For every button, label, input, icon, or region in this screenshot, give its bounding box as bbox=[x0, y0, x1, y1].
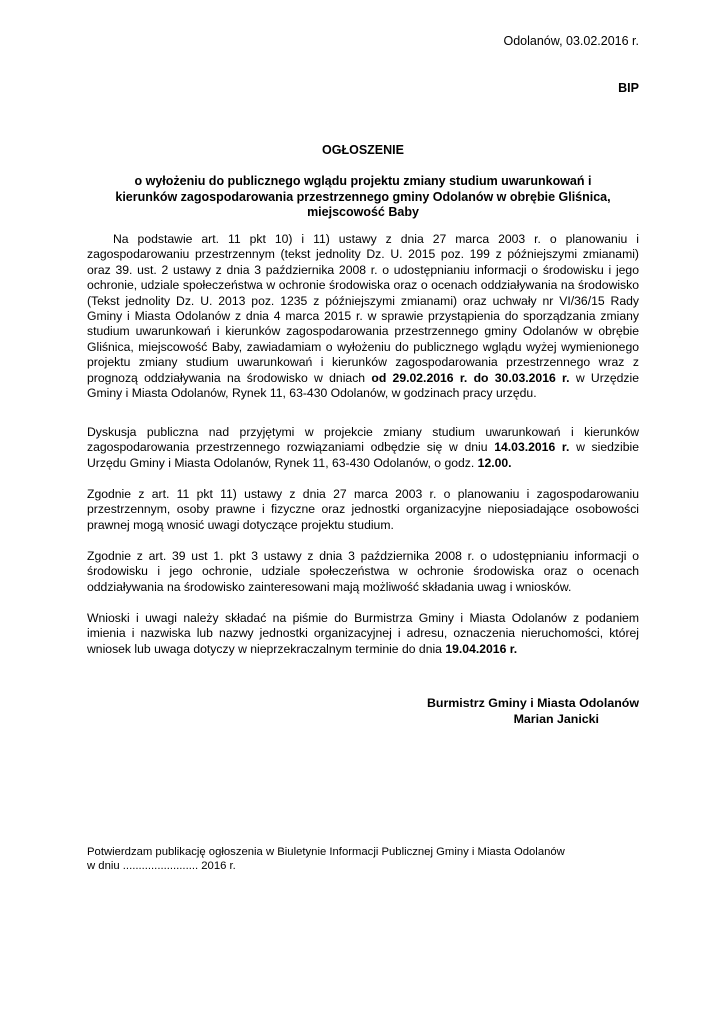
signature-office: Burmistrz Gminy i Miasta Odolanów bbox=[426, 696, 639, 710]
paragraph-legal-basis bbox=[87, 232, 639, 401]
discussion-time: 12.00. bbox=[477, 455, 512, 470]
paragraph-comments-art39: Zgodnie z art. 39 ust 1. pkt 3 ustawy z dnia 3 października 2008 r. o udostępnianiu informacji o środowisku i jego ochronie, udziale społeczeństwa w ochronie środowiska oraz o ocenach oddziaływania na środowisko zainteresowani mają możliwość składania uwag i wniosków. bbox=[87, 549, 639, 594]
discussion-date: 14.03.2016 r. bbox=[494, 440, 570, 455]
paragraph-text: w Urzędzie Gminy i Miasta Odolanów, Rynek 11, 63-430 Odolanów, w godzinach pracy urzędu. bbox=[87, 370, 639, 401]
paragraph-comments-art11: Zgodnie z art. 11 pkt 11) ustawy z dnia 27 marca 2003 r. o planowaniu i zagospodarowaniu przestrzennym, osoby prawne i fizyczne oraz jednostki organizacyjne nieposiadające osobowości prawnej mogą wnosić uwagi dotyczące projektu studium. bbox=[87, 487, 639, 532]
document-page bbox=[87, 0, 639, 1024]
subtitle-line: kierunków zagospodarowania przestrzennego gminy Odolanów w obrębie Gliśnica, bbox=[115, 189, 611, 204]
paragraph-submission bbox=[87, 611, 639, 657]
place-date: Odolanów, 03.02.2016 r. bbox=[503, 34, 639, 48]
exhibition-dates: od 29.02.2016 r. do 30.03.2016 r. bbox=[371, 370, 570, 385]
bip-label: BIP bbox=[618, 81, 639, 95]
paragraph-text: Na podstawie art. 11 pkt 10) i 11) ustawy z dnia 27 marca 2003 r. o planowaniu i zagospodarowaniu przestrzennym (tekst jednolity Dz. U. 2015 poz. 199 z późniejszymi zmianami) oraz 39. ust. 2 ustawy z dnia 3 października 2008 r. o udostępnianiu informacji o środowisku i jego ochronie, udziale społeczeństwa w ochronie środowiska oraz o ocenach oddziaływania na środowisko (Tekst jednolity Dz. U. 2013 poz. 1235 z późniejszymi zmianami) oraz uchwały nr VI/36/15 Rady Gminy i Miasta Odolanów z dnia 4 marca 2015 r. w sprawie przystąpienia do sporządzania zmiany studium uwarunkowań i kierunków zagospodarowania przestrzennego gminy Odolanów w obrębie Gliśnica, miejscowość Baby, zawiadamiam o wyłożeniu do publicznego wglądu wyżej wymienionego projektu zmiany studium uwarunkowań i kierunków zagospodarowania przestrzennego wraz z prognozą oddziaływania na środowisko w dniach bbox=[87, 232, 639, 385]
submission-deadline: 19.04.2016 r. bbox=[445, 641, 518, 656]
confirmation-line: Potwierdzam publikację ogłoszenia w Biuletynie Informacji Publicznej Gminy i Miasta Odolanów bbox=[87, 846, 565, 858]
paragraph-public-discussion bbox=[87, 425, 639, 471]
paragraph-text: Wnioski i uwagi należy składać na piśmie do Burmistrza Gminy i Miasta Odolanów z podaniem imienia i nazwiska lub nazwy jednostki organizacyjnej i adresu, oznaczenia nieruchomości, której wniosek lub uwaga dotyczy w nieprzekraczalnym terminie do dnia bbox=[87, 611, 639, 656]
publication-confirmation bbox=[87, 845, 639, 873]
signature-name: Marian Janicki bbox=[513, 712, 599, 726]
announcement-title: OGŁOSZENIE bbox=[322, 143, 404, 157]
subtitle-line: miejscowość Baby bbox=[307, 205, 419, 219]
announcement-subtitle bbox=[87, 174, 639, 221]
subtitle-line: o wyłożeniu do publicznego wglądu projektu zmiany studium uwarunkowań i bbox=[134, 174, 592, 188]
confirmation-line: w dniu ........................ 2016 r. bbox=[87, 860, 236, 872]
paragraph-text: Dyskusja publiczna nad przyjętymi w projekcie zmiany studium uwarunkowań i kierunków zagospodarowania przestrzennego rozwiązaniami odbędzie się w dniu bbox=[87, 425, 639, 455]
signature-block bbox=[427, 695, 639, 727]
paragraph-text: w siedzibie Urzędu Gminy i Miasta Odolanów, Rynek 11, 63-430 Odolanów, o godz. bbox=[87, 440, 639, 470]
